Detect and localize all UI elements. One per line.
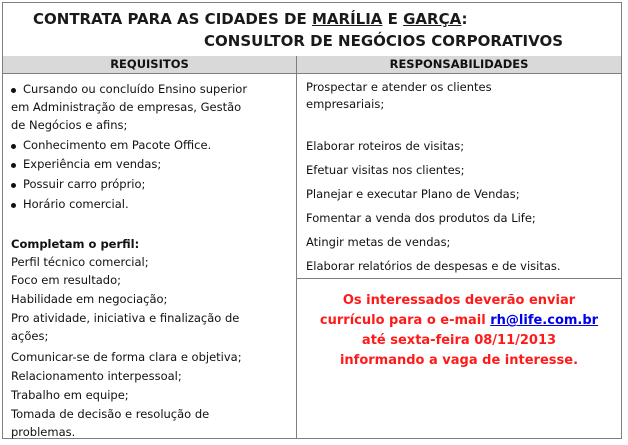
- responsabilidades-column: [297, 74, 621, 438]
- bullet-icon: [11, 203, 16, 208]
- notice-line2: [299, 311, 619, 331]
- responsabilidade-5: Fomentar a venda dos produtos da Life;: [306, 211, 536, 225]
- bullet-icon: [11, 144, 16, 149]
- perfil-line: Tomada de decisão e resolução de: [11, 407, 210, 421]
- title-connector: E: [382, 10, 404, 28]
- perfil-line: Habilidade em negociação;: [11, 292, 168, 306]
- city-marilia: MARÍLIA: [311, 10, 383, 28]
- application-notice: [299, 291, 619, 371]
- perfil-line: Trabalho em equipe;: [11, 388, 129, 402]
- perfil-title: Completam o perfil:: [11, 237, 140, 251]
- bullet-icon: [11, 183, 16, 188]
- perfil-line: problemas.: [11, 425, 76, 439]
- city-garca: GARÇA: [403, 10, 462, 28]
- title-prefix: CONTRATA PARA AS CIDADES DE: [33, 10, 312, 28]
- requisito-4: Possuir carro próprio;: [23, 177, 146, 191]
- perfil-line: Foco em resultado;: [11, 273, 121, 287]
- requisito-1-line3: de Negócios e afins;: [11, 118, 128, 132]
- responsabilidade-4: Planejar e executar Plano de Vendas;: [306, 187, 520, 201]
- notice-line1: Os interessados deverão enviar: [342, 293, 576, 308]
- perfil-line: Perfil técnico comercial;: [11, 255, 149, 269]
- bullet-icon: [11, 163, 16, 168]
- responsabilidade-6: Atingir metas de vendas;: [306, 235, 451, 249]
- bullet-icon: [11, 88, 16, 93]
- perfil-line: Pro atividade, iniciativa e finalização de: [11, 311, 240, 325]
- notice-email-prefix: currículo para o e-mail: [319, 313, 491, 328]
- responsabilidades-header: RESPONSABILIDADES: [297, 56, 621, 74]
- email-link[interactable]: rh@life.com.br: [490, 313, 599, 328]
- perfil-line: Relacionamento interpessoal;: [11, 369, 182, 383]
- responsabilidade-1-line2: empresariais;: [306, 97, 385, 111]
- requisito-3: Experiência em vendas;: [23, 157, 162, 171]
- posting-header: [3, 3, 621, 57]
- responsabilidade-1-line1: Prospectar e atender os clientes: [306, 80, 492, 94]
- perfil-line: ações;: [11, 329, 49, 343]
- notice-line4: informando a vaga de interesse.: [339, 353, 579, 368]
- requisitos-header: REQUISITOS: [3, 56, 297, 74]
- requisito-1-line2: em Administração de empresas, Gestão: [11, 100, 242, 114]
- responsabilidade-2: Elaborar roteiros de visitas;: [306, 139, 465, 153]
- header-title-line1: [33, 10, 467, 28]
- requisitos-column: [3, 74, 297, 438]
- responsabilidade-7: Elaborar relatórios de despesas e de visitas.: [306, 259, 561, 273]
- responsabilidade-3: Efetuar visitas nos clientes;: [306, 163, 465, 177]
- job-posting-sheet: [2, 2, 622, 439]
- requisito-1-line1: Cursando ou concluído Ensino superior: [23, 82, 248, 96]
- requisito-5: Horário comercial.: [23, 197, 129, 211]
- section-divider: [297, 278, 621, 279]
- perfil-line: Comunicar-se de forma clara e objetiva;: [11, 350, 242, 364]
- notice-line3: até sexta-feira 08/11/2013: [361, 333, 557, 348]
- title-colon: :: [461, 10, 468, 28]
- job-title: CONSULTOR DE NEGÓCIOS CORPORATIVOS: [204, 32, 564, 50]
- requisito-2: Conhecimento em Pacote Office.: [23, 138, 212, 152]
